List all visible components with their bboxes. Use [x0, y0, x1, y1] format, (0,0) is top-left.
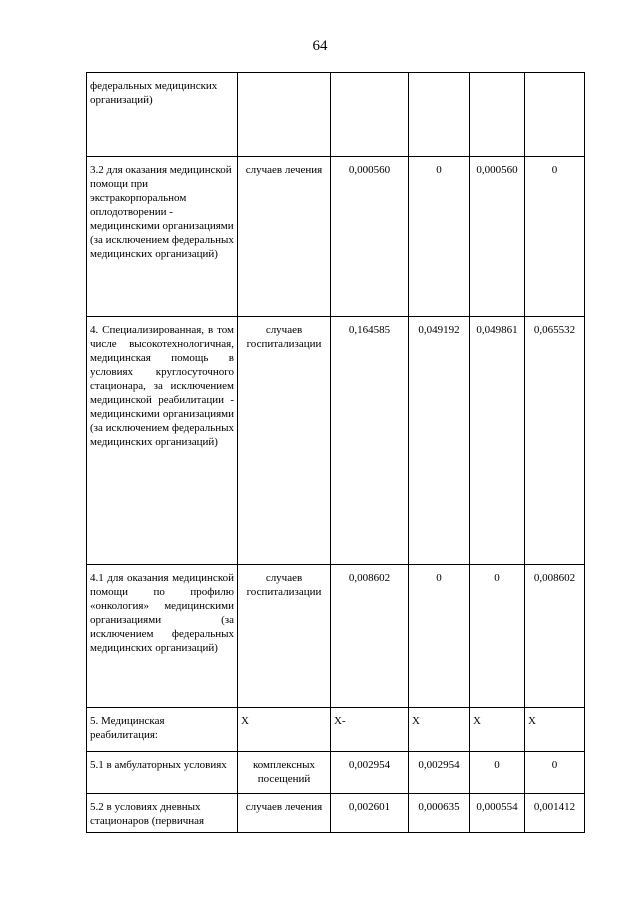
- row-value-1: 0,049192: [409, 317, 470, 565]
- row-value-1: 0,000635: [409, 794, 470, 833]
- row-name: 5. Медицинская реабилитация:: [87, 708, 238, 752]
- row-unit: случаев госпитализации: [238, 565, 331, 708]
- row-value-3: 0,065532: [525, 317, 585, 565]
- row-value-2: X: [470, 708, 525, 752]
- row-value-3: 0: [525, 752, 585, 794]
- row-unit: случаев лечения: [238, 794, 331, 833]
- row-name: 3.2 для оказания медицинской помощи при экстракорпоральном оплодотворении - медицинскими организациями (за исключением федеральных медицинских организаций): [87, 157, 238, 317]
- row-value-3: 0,001412: [525, 794, 585, 833]
- row-value-total: 0,164585: [331, 317, 409, 565]
- row-value-total: [331, 73, 409, 157]
- table-row: [87, 752, 585, 794]
- indicators-table: [86, 72, 585, 833]
- row-value-2: 0,000554: [470, 794, 525, 833]
- row-value-1: 0,002954: [409, 752, 470, 794]
- row-value-3: 0: [525, 157, 585, 317]
- row-value-3: [525, 73, 585, 157]
- row-unit: случаев лечения: [238, 157, 331, 317]
- table-row: [87, 708, 585, 752]
- row-value-total: 0,008602: [331, 565, 409, 708]
- row-name: федеральных медицинских организаций): [87, 73, 238, 157]
- row-name: 5.1 в амбулаторных условиях: [87, 752, 238, 794]
- row-value-1: [409, 73, 470, 157]
- table-row: [87, 794, 585, 833]
- table-row: [87, 317, 585, 565]
- page-number: 64: [312, 38, 328, 54]
- row-value-2: [470, 73, 525, 157]
- row-value-total: 0,002954: [331, 752, 409, 794]
- row-value-2: 0,049861: [470, 317, 525, 565]
- row-value-3: X: [525, 708, 585, 752]
- row-value-2: 0,000560: [470, 157, 525, 317]
- row-value-1: X: [409, 708, 470, 752]
- table-row: [87, 73, 585, 157]
- row-name: 4.1 для оказания медицинской помощи по профилю «онкология» медицинскими организациями (за исключением федеральных медицинских организаций): [87, 565, 238, 708]
- row-value-2: 0: [470, 565, 525, 708]
- row-unit: [238, 73, 331, 157]
- row-value-total: 0,002601: [331, 794, 409, 833]
- row-value-1: 0: [409, 157, 470, 317]
- row-value-3: 0,008602: [525, 565, 585, 708]
- row-unit: случаев госпитализации: [238, 317, 331, 565]
- row-value-1: 0: [409, 565, 470, 708]
- row-value-total: X-: [331, 708, 409, 752]
- row-unit: X: [238, 708, 331, 752]
- row-name: 5.2 в условиях дневных стационаров (первичная: [87, 794, 238, 833]
- table-row: [87, 565, 585, 708]
- row-unit: комплексных посещений: [238, 752, 331, 794]
- row-value-2: 0: [470, 752, 525, 794]
- table-row: [87, 157, 585, 317]
- row-value-total: 0,000560: [331, 157, 409, 317]
- row-name: 4. Специализированная, в том числе высокотехнологичная, медицинская помощь в условиях круглосуточного стационара, за исключением медицинской реабилитации - медицинскими организациями (за исключением федеральных медицинских организаций): [87, 317, 238, 565]
